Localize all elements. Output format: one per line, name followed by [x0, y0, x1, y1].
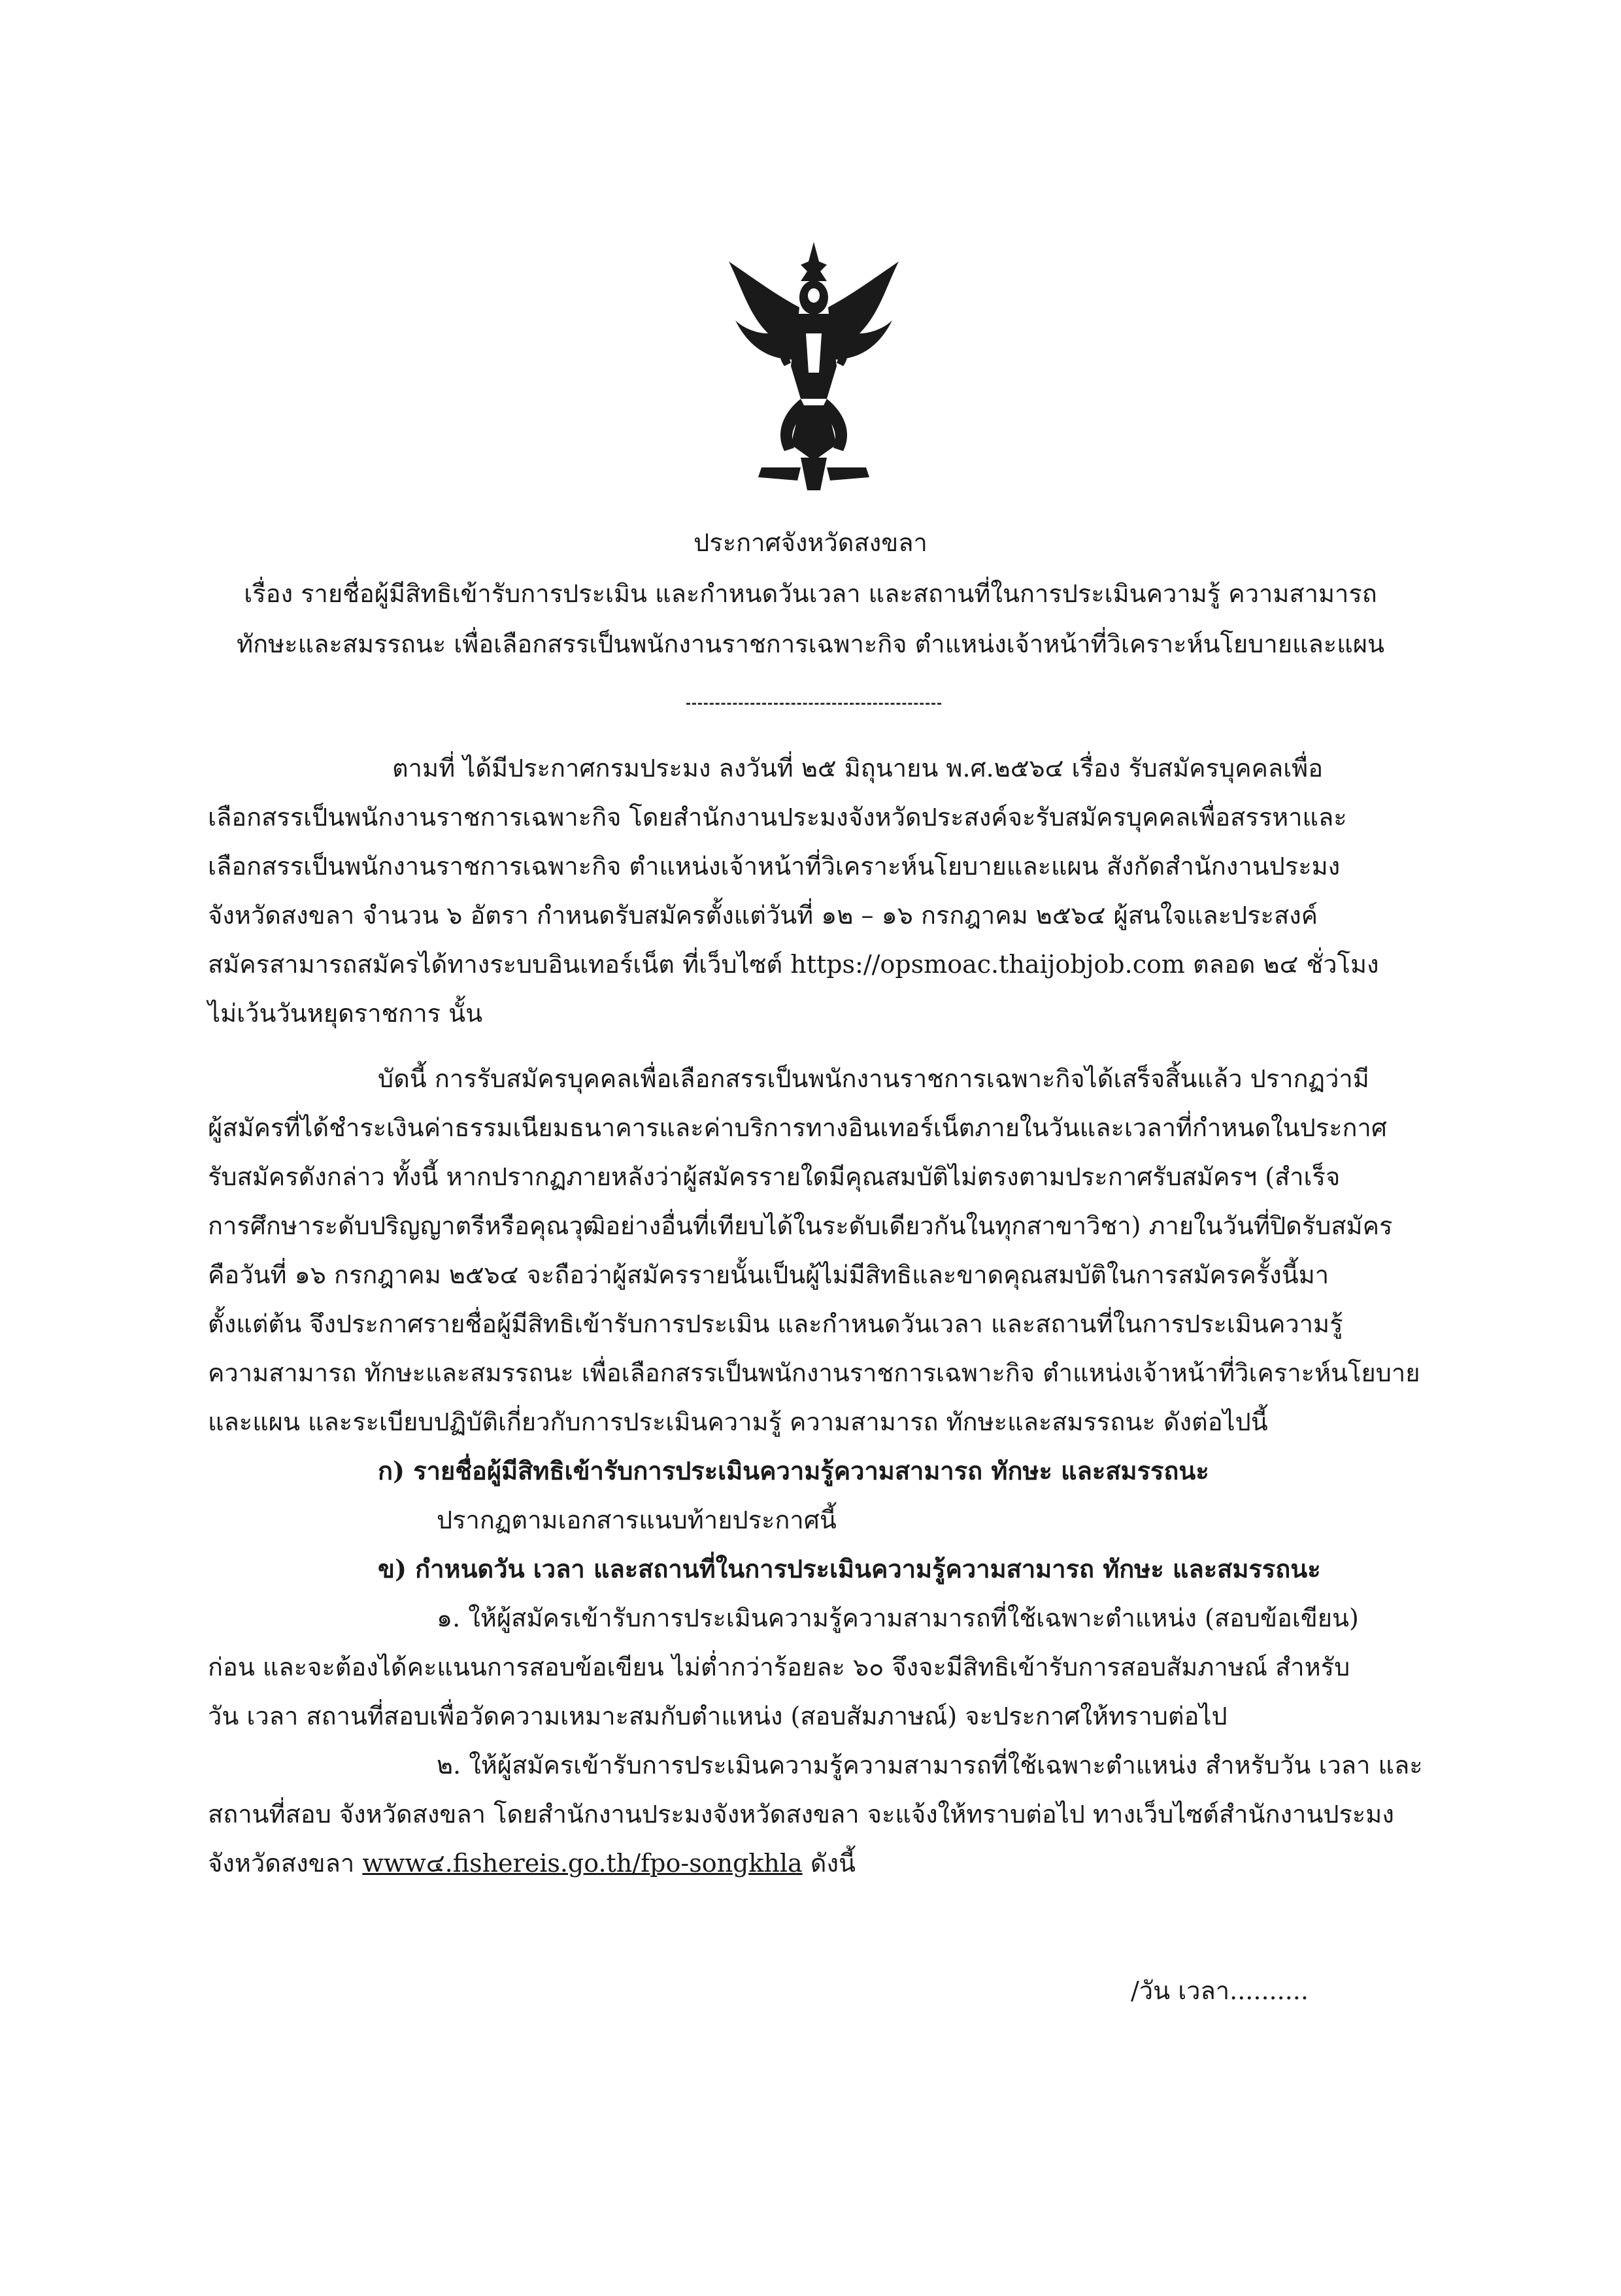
section-b-item1-line: ก่อน และจะต้องได้คะแนนการสอบข้อเขียน ไม่ต่ำกว่าร้อยละ ๖๐ จึงจะมีสิทธิเข้ารับการสอบสัมภาษณ์ สำหรับ	[208, 1653, 1350, 1681]
paragraph2-line: ตั้งแต่ต้น จึงประกาศรายชื่อผู้มีสิทธิเข้ารับการประเมิน และกำหนดวันเวลา และสถานที่ในการประเมินความรู้	[208, 1309, 1343, 1338]
fisheries-website-link[interactable]: www๔.fishereis.go.th/fpo-songkhla	[362, 1849, 803, 1878]
section-b-item2-last-line	[208, 1844, 856, 1883]
subject-line-2: ทักษะและสมรรถนะ เพื่อเลือกสรรเป็นพนักงานราชการเฉพาะกิจ ตำแหน่งเจ้าหน้าที่วิเคราะห์นโยบายและแผน	[237, 630, 1384, 658]
paragraph2-line: การศึกษาระดับปริญญาตรีหรือคุณวุฒิอย่างอื่นที่เทียบได้ในระดับเดียวกันในทุกสาขาวิชา) ภายในวันที่ปิดรับสมัคร	[208, 1211, 1393, 1240]
paragraph1-line: เลือกสรรเป็นพนักงานราชการเฉพาะกิจ ตำแหน่งเจ้าหน้าที่วิเคราะห์นโยบายและแผน สังกัดสำนักงานประมง	[208, 852, 1341, 881]
section-b-heading: ข) กำหนดวัน เวลา และสถานที่ในการประเมินความรู้ความสามารถ ทักษะ และสมรรถนะ	[378, 1554, 1321, 1583]
paragraph2-line: รับสมัครดังกล่าว ทั้งนี้ หากปรากฏภายหลังว่าผู้สมัครรายใดมีคุณสมบัติไม่ตรงตามประกาศรับสมัครฯ (สำเร็จ	[208, 1162, 1341, 1191]
paragraph2-line: และแผน และระเบียบปฏิบัติเกี่ยวกับการประเมินความรู้ ความสามารถ ทักษะและสมรรถนะ ดังต่อไปนี้	[208, 1408, 1268, 1436]
title-divider	[686, 703, 941, 705]
garuda-emblem-icon	[722, 235, 905, 497]
section-b-item2-suffix: ดังนี้	[802, 1849, 856, 1878]
paragraph1-line: ไม่เว้นวันหยุดราชการ นั้น	[208, 999, 483, 1028]
paragraph1-line: จังหวัดสงขลา จำนวน ๖ อัตรา กำหนดรับสมัครตั้งแต่วันที่ ๑๒ – ๑๖ กรกฎาคม ๒๕๖๔ ผู้สนใจและประสงค์	[208, 901, 1318, 930]
section-b-item1-line: ๑. ให้ผู้สมัครเข้ารับการประเมินความรู้ความสามารถที่ใช้เฉพาะตำแหน่ง (สอบข้อเขียน)	[437, 1604, 1359, 1632]
paragraph2-line: คือวันที่ ๑๖ กรกฎาคม ๒๕๖๔ จะถือว่าผู้สมัครรายนั้นเป็นผู้ไม่มีสิทธิและขาดคุณสมบัติในการสมัครครั้งนี้มา	[208, 1260, 1329, 1289]
announcement-title: ประกาศจังหวัดสงขลา	[694, 528, 927, 557]
section-a-heading: ก) รายชื่อผู้มีสิทธิเข้ารับการประเมินความรู้ความสามารถ ทักษะ และสมรรถนะ	[378, 1456, 1209, 1485]
paragraph2-line: ความสามารถ ทักษะและสมรรถนะ เพื่อเลือกสรรเป็นพนักงานราชการเฉพาะกิจ ตำแหน่งเจ้าหน้าที่วิเคราะห์นโยบาย	[208, 1359, 1420, 1387]
section-b-item2-line: ๒. ให้ผู้สมัครเข้ารับการประเมินความรู้ความสามารถที่ใช้เฉพาะตำแหน่ง สำหรับวัน เวลา และ	[437, 1751, 1423, 1780]
paragraph1-line: สมัครสามารถสมัครได้ทางระบบอินเทอร์เน็ต ที่เว็บไซต์ https://opsmoac.thaijobjob.com ตลอด ๒๔ ชั่วโมง	[208, 950, 1379, 979]
paragraph1-line: เลือกสรรเป็นพนักงานราชการเฉพาะกิจ โดยสำนักงานประมงจังหวัดประสงค์จะรับสมัครบุคคลเพื่อสรรหาและ	[208, 803, 1347, 832]
paragraph2-line: ผู้สมัครที่ได้ชำระเงินค่าธรรมเนียมธนาคารและค่าบริการทางอินเทอร์เน็ตภายในวันและเวลาที่กำหนดในประกาศ	[208, 1113, 1387, 1142]
continued-marker: /วัน เวลา..........	[1131, 1976, 1309, 2005]
section-a-body: ปรากฏตามเอกสารแนบท้ายประกาศนี้	[437, 1506, 837, 1534]
paragraph2-line: บัดนี้ การรับสมัครบุคคลเพื่อเลือกสรรเป็นพนักงานราชการเฉพาะกิจได้เสร็จสิ้นแล้ว ปรากฏว่ามี	[378, 1064, 1369, 1093]
section-b-item2-line: สถานที่สอบ จังหวัดสงขลา โดยสำนักงานประมงจังหวัดสงขลา จะแจ้งให้ทราบต่อไป ทางเว็บไซต์สำนักงานประมง	[208, 1800, 1394, 1829]
section-b-item1-line: วัน เวลา สถานที่สอบเพื่อวัดความเหมาะสมกับตำแหน่ง (สอบสัมภาษณ์) จะประกาศให้ทราบต่อไป	[208, 1702, 1228, 1730]
paragraph1-line: ตามที่ ได้มีประกาศกรมประมง ลงวันที่ ๒๕ มิถุนายน พ.ศ.๒๕๖๔ เรื่อง รับสมัครบุคคลเพื่อ	[392, 754, 1324, 783]
subject-line-1: เรื่อง รายชื่อผู้มีสิทธิเข้ารับการประเมิน และกำหนดวันเวลา และสถานที่ในการประเมินความรู้ ความสามารถ	[244, 579, 1377, 608]
section-b-item2-prefix: จังหวัดสงขลา	[208, 1849, 363, 1878]
